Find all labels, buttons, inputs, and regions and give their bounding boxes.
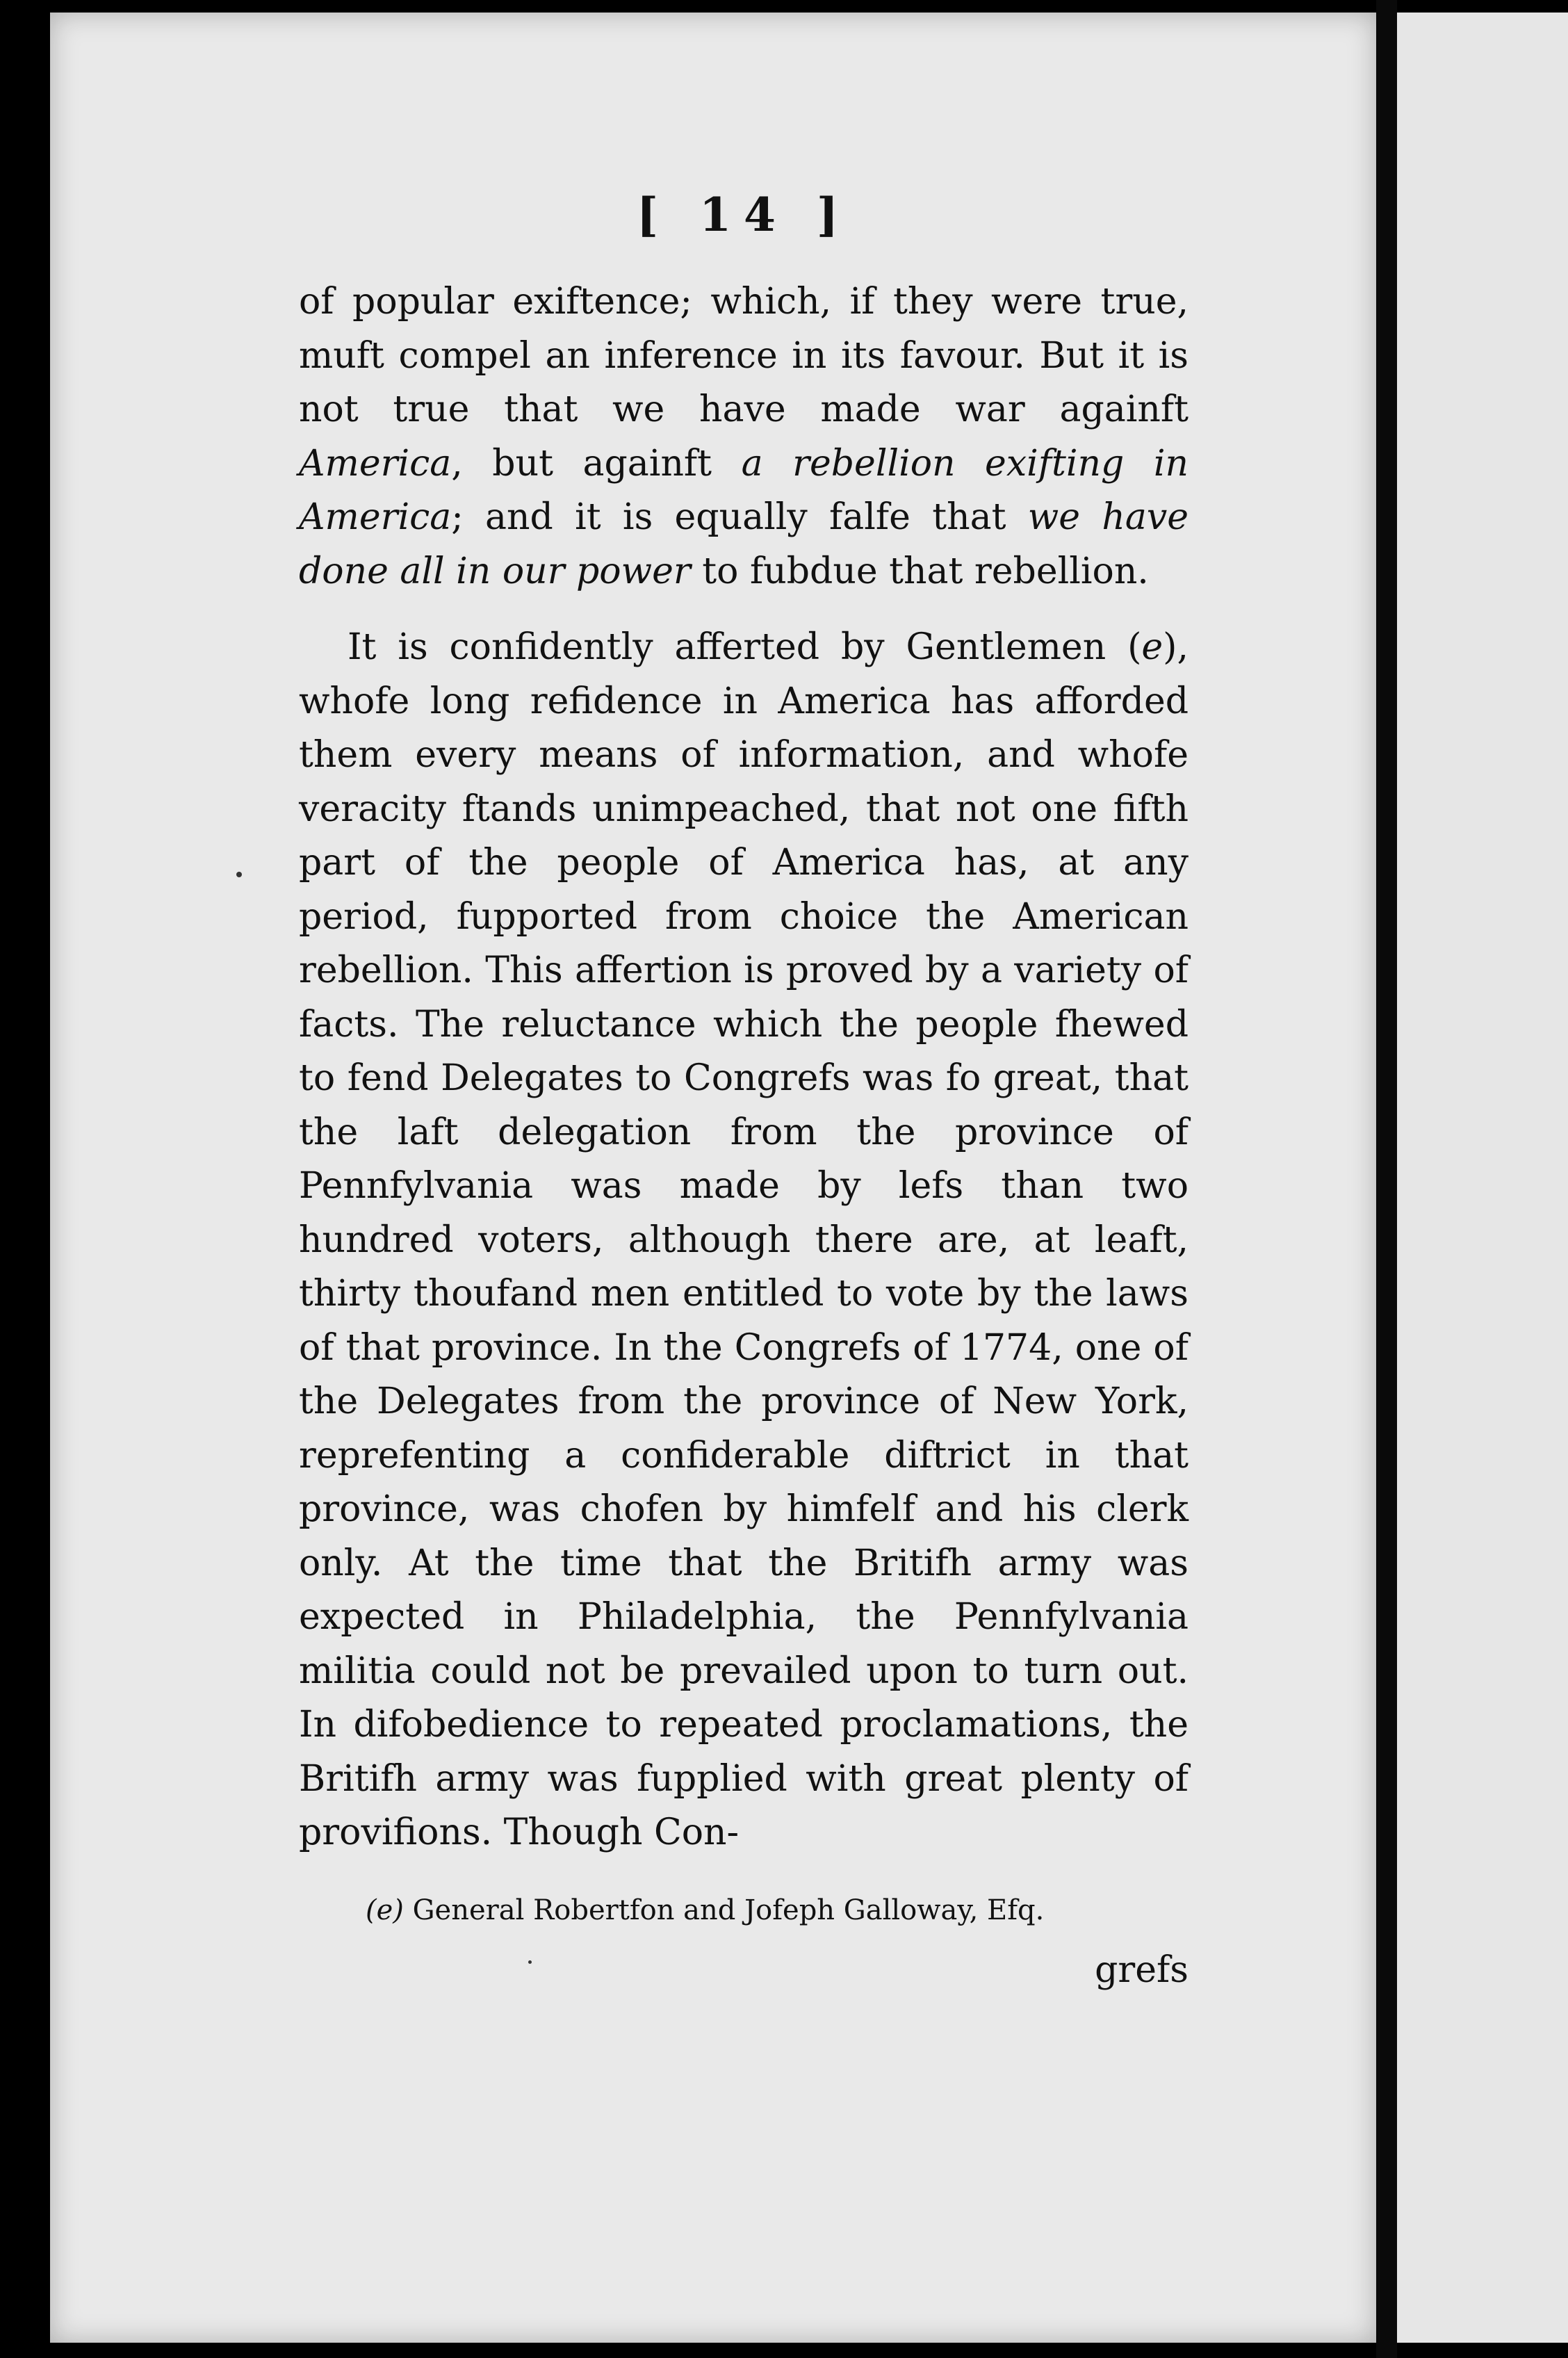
italic-text: a rebellion exifting in America: [299, 442, 1189, 538]
italic-text: we have done all in our power: [299, 496, 1189, 592]
text-run: ), whofe long refidence in America has afforded them every means of information, and whofe veracity ftands unimpeached, that not one fifth part of the people of America has, at any period, fupported from choice the American rebellion. This affertion is proved by a variety of facts. The reluctance which the people fhewed to fend Delegates to Congrefs was fo great, that the laft delegation from the province of Pennfylvania was made by lefs than two hundred voters, although there are, at leaft, thirty thoufand men entitled to vote by the laws of that province. In the Congrefs of 1774, one of the Delegates from the province of New York, reprefenting a confiderable diftrict in that province, was chofen by himfelf and his clerk only. At the time that the Britifh army was expected in Philadelphia, the Pennfylvania militia could not be prevailed upon to turn out. In difobedience to repeated proclamations, the Britifh army was fupplied with great plenty of provifions. Though Con-: [299, 626, 1189, 1853]
footnote-marker: (e): [366, 1894, 404, 1926]
text-run: It is confidently afferted by Gentlemen (: [348, 626, 1142, 668]
footnote: [299, 1889, 1189, 1931]
paragraph: [299, 621, 1189, 1860]
page-text-block: [299, 188, 1189, 1997]
catchword: grefs: [1095, 1949, 1189, 1991]
text-run: of popular exiftence; which, if they were true, muft compel an inference in its favour. But it is not true that we have made war againft: [299, 281, 1189, 430]
text-run: ; and it is equally falfe that: [451, 496, 1028, 538]
facing-page-edge: [1397, 13, 1568, 2343]
body-text: [299, 275, 1189, 1860]
italic-text: e: [1141, 626, 1163, 668]
footnote-text: General Robertfon and Jofeph Galloway, Efq.: [403, 1894, 1045, 1926]
ink-speck: [236, 872, 242, 877]
page-gutter: [1376, 0, 1397, 2358]
italic-text: America: [299, 442, 452, 485]
text-run: to fubdue that rebellion.: [690, 550, 1149, 592]
text-run: , but againft: [451, 442, 742, 485]
paragraph: [299, 275, 1189, 599]
page-number: [ 14 ]: [636, 188, 851, 242]
